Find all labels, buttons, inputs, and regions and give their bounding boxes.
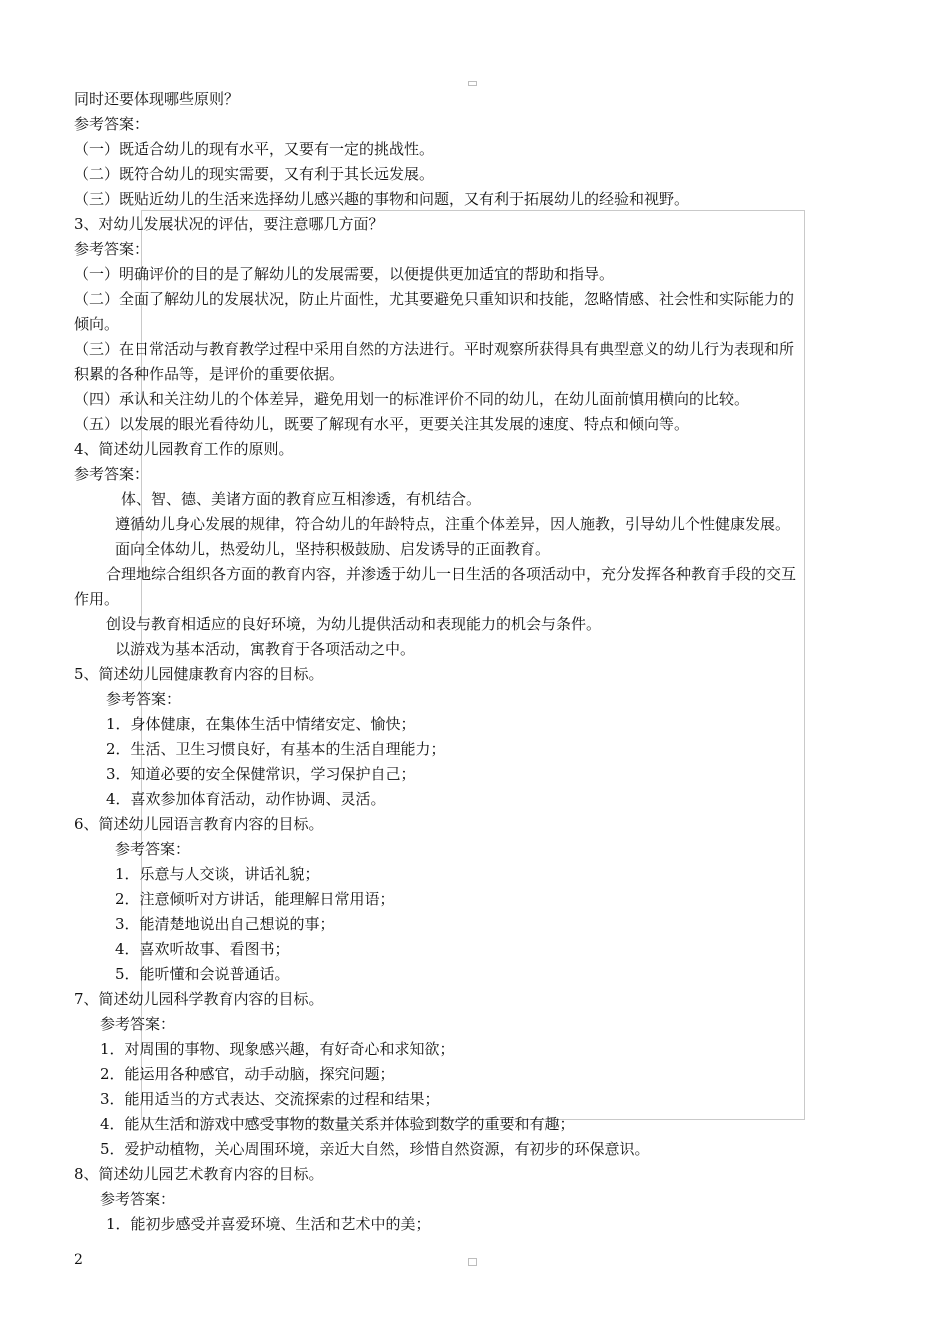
page-bottom-marker: [468, 1258, 477, 1266]
text-line: （五）以发展的眼光看待幼儿，既要了解现有水平，更要关注其发展的速度、特点和倾向等。: [74, 415, 690, 433]
list-item: 2．生活、卫生习惯良好，有基本的生活自理能力；: [106, 740, 446, 758]
question-heading: 6、简述幼儿园语言教育内容的目标。: [74, 815, 324, 833]
list-item: 3．知道必要的安全保健常识，学习保护自己；: [106, 765, 416, 783]
page-top-marker: [468, 81, 477, 86]
question-heading: 3、对幼儿发展状况的评估，要注意哪几方面？: [74, 215, 384, 233]
list-item: 1．乐意与人交谈，讲话礼貌；: [115, 865, 320, 883]
text-line: 同时还要体现哪些原则？: [74, 90, 240, 108]
list-item: 1．对周围的事物、现象感兴趣，有好奇心和求知欲；: [100, 1040, 455, 1058]
text-line: 面向全体幼儿，热爱幼儿，坚持积极鼓励、启发诱导的正面教育。: [115, 540, 551, 558]
text-line: （三）在日常活动与教育教学过程中采用自然的方法进行。平时观察所获得具有典型意义的幼儿行为表现和所: [74, 340, 795, 358]
answer-label: 参考答案：: [115, 840, 191, 858]
list-item: 5．爱护动植物，关心周围环境，亲近大自然，珍惜自然资源，有初步的环保意识。: [100, 1140, 650, 1158]
text-line: 作用。: [74, 590, 120, 608]
list-item: 3．能用适当的方式表达、交流探索的过程和结果；: [100, 1090, 440, 1108]
answer-label: 参考答案：: [100, 1190, 176, 1208]
list-item: 3．能清楚地说出自己想说的事；: [115, 915, 335, 933]
text-line: 倾向。: [74, 315, 120, 333]
question-heading: 8、简述幼儿园艺术教育内容的目标。: [74, 1165, 324, 1183]
text-line: 创设与教育相适应的良好环境，为幼儿提供活动和表现能力的机会与条件。: [106, 615, 602, 633]
answer-label: 参考答案：: [74, 240, 150, 258]
list-item: 2．能运用各种感官，动手动脑，探究问题；: [100, 1065, 395, 1083]
list-item: 5．能听懂和会说普通话。: [115, 965, 290, 983]
text-line: 体、智、德、美诸方面的教育应互相渗透，有机结合。: [121, 490, 482, 508]
answer-label: 参考答案：: [106, 690, 182, 708]
text-line: 以游戏为基本活动，寓教育于各项活动之中。: [115, 640, 416, 658]
question-heading: 4、简述幼儿园教育工作的原则。: [74, 440, 294, 458]
text-line: 遵循幼儿身心发展的规律，符合幼儿的年龄特点，注重个体差异，因人施教，引导幼儿个性健康发展。: [115, 515, 791, 533]
question-heading: 5、简述幼儿园健康教育内容的目标。: [74, 665, 324, 683]
answer-label: 参考答案：: [74, 465, 150, 483]
page-number: 2: [74, 1252, 83, 1268]
text-line: （二）全面了解幼儿的发展状况，防止片面性，尤其要避免只重知识和技能，忽略情感、社会性和实际能力的: [74, 290, 795, 308]
text-line: （四）承认和关注幼儿的个体差异，避免用划一的标准评价不同的幼儿，在幼儿面前慎用横向的比较。: [74, 390, 750, 408]
list-item: 1．身体健康，在集体生活中情绪安定、愉快；: [106, 715, 416, 733]
list-item: 4．能从生活和游戏中感受事物的数量关系并体验到数学的重要和有趣；: [100, 1115, 575, 1133]
list-item: 4．喜欢参加体育活动，动作协调、灵活。: [106, 790, 386, 808]
text-line: （一）既适合幼儿的现有水平，又要有一定的挑战性。: [74, 140, 435, 158]
text-line: 合理地综合组织各方面的教育内容，并渗透于幼儿一日生活的各项活动中，充分发挥各种教育手段的交互: [106, 565, 797, 583]
list-item: 4．喜欢听故事、看图书；: [115, 940, 290, 958]
question-heading: 7、简述幼儿园科学教育内容的目标。: [74, 990, 324, 1008]
text-line: 积累的各种作品等，是评价的重要依据。: [74, 365, 345, 383]
answer-label: 参考答案：: [74, 115, 150, 133]
text-line: （三）既贴近幼儿的生活来选择幼儿感兴趣的事物和问题，又有利于拓展幼儿的经验和视野。: [74, 190, 690, 208]
text-line: （二）既符合幼儿的现实需要，又有利于其长远发展。: [74, 165, 435, 183]
list-item: 2．注意倾听对方讲话，能理解日常用语；: [115, 890, 395, 908]
text-line: （一）明确评价的目的是了解幼儿的发展需要，以便提供更加适宜的帮助和指导。: [74, 265, 615, 283]
list-item: 1．能初步感受并喜爱环境、生活和艺术中的美；: [106, 1215, 431, 1233]
answer-label: 参考答案：: [100, 1015, 176, 1033]
